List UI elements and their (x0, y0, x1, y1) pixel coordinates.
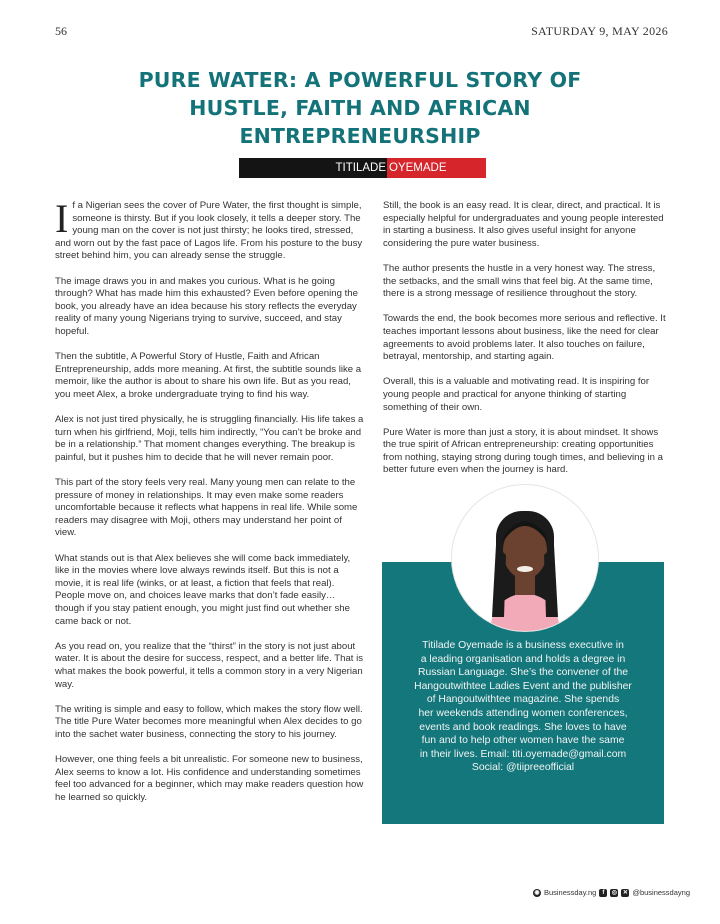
globe-icon: ◉ (534, 889, 540, 896)
author-photo (452, 485, 598, 631)
article-paragraph (55, 196, 365, 263)
facebook-icon: f (599, 889, 607, 897)
author-last-name: OYEMADE (387, 158, 486, 178)
paragraph-text: f a Nigerian sees the cover of Pure Water, the first thought is simple, someone is thirsty. But if you look closely, it tells a deeper story. The young man on the cover is not just thirsty; he looks tired, stressed, and worn out by the fast pace of Lagos life. From his posture to the busy street behind him, you can already sense the struggle. (55, 200, 363, 262)
page-date: SATURDAY 9, MAY 2026 (531, 24, 668, 38)
dropcap: I (55, 196, 69, 241)
article-title: PURE WATER: A POWERFUL STORY OF HUSTLE, FAITH AND AFRICAN ENTREPRENEURSHIP (138, 68, 582, 148)
footer-social (533, 888, 690, 897)
page-number: 56 (55, 24, 67, 38)
article-paragraph: Towards the end, the book becomes more serious and reflective. It teaches important lessons about business, like the need for clear agreements to avoid problems later. It also touches on failure, betrayal, mentorship, and starting again. (383, 313, 666, 363)
article-paragraph: As you read on, you realize that the “thirst” in the story is not just about water. It is about the desire for success, respect, and a better life. That is what makes the book powerful, it tells a common story in a very Nigerian way. (55, 640, 364, 690)
bio-line: her weekends attending women conferences, (418, 707, 628, 719)
article-paragraph: Alex is not just tired physically, he is struggling financially. His life takes a turn when his girlfriend, Moji, tells him indirectly, “You can’t be broke and be in a relationship.” That moment changes everything. The breakup is painful, but it pushes him to decide that he will never remain poor. (55, 414, 364, 463)
bio-line: Titilade Oyemade is a business executive in (422, 640, 624, 651)
article-paragraph: This part of the story feels very real. Many young men can relate to the pressure of money in relationships. It may even make some readers uncomfortable because it reflects what happens in real life. While some readers may disagree with Moji, others may understand her point of view. (55, 477, 358, 539)
bio-line: a leading organisation and holds a degree in (420, 653, 626, 665)
x-icon: ✕ (622, 889, 628, 896)
author-first-name: TITILADE (239, 158, 387, 178)
instagram-icon: ◎ (611, 889, 617, 896)
byline (239, 158, 486, 178)
bio-line: Russian Language. She’s the convener of the (417, 667, 629, 679)
article-paragraph: The author presents the hustle in a very honest way. The stress, the setbacks, and the small wins that feel big. At the same time, there is a strong message of resilience throughout the story. (383, 262, 656, 300)
article-paragraph: Then the subtitle, A Powerful Story of Hustle, Faith and African Entrepreneurship, adds more meaning. At first, the subtitle sounds like a memoir, like the author is about to share his own life. But as you read, you meet Alex, a broke undergraduate trying to find his way. (55, 351, 362, 400)
bio-line: fun and to help other women have the same (421, 735, 625, 747)
article-column-left (55, 196, 365, 817)
article-paragraph: Still, the book is an easy read. It is clear, direct, and practical. It is especially helpful for undergraduates and young people interested in starting a business. It also gives useful insight for anyone considering the pure water business. (383, 200, 664, 249)
bio-line: Hangoutwithtee Ladies Event and the publisher (414, 680, 632, 692)
footer-handle: @businessdayng (632, 888, 690, 897)
author-portrait-icon (452, 485, 598, 631)
bio-line: Social: @tiipreeofficial (471, 762, 575, 774)
author-bio-text (392, 639, 654, 775)
article-paragraph: The image draws you in and makes you curious. What is he going through? What has made him this exhausted? Even before opening the book, you already have an idea because his story reflects the everyday reality of many young Nigerians trying to survive, succeed, and stay hopeful. (55, 275, 358, 337)
article-column-right (383, 200, 666, 490)
article-paragraph: However, one thing feels a bit unrealistic. For someone new to business, Alex seems to know a lot. His confidence and understanding sometimes feel too advanced for a beginner, which may make readers question how he learned so quickly. (55, 754, 364, 803)
bio-line: events and book readings. She loves to have (419, 721, 627, 733)
article-paragraph: Pure Water is more than just a story, it is about mindset. It shows the true spirit of African entrepreneurship: creating opportunities from nothing, staying strong during tough times, and believing in a better future even when the journey is hard. (383, 426, 663, 476)
bio-line: of Hangoutwithtee magazine. She spends (426, 694, 620, 706)
article-paragraph: Overall, this is a valuable and motivating read. It is inspiring for young people and practical for anyone thinking of starting something of their own. (383, 376, 650, 413)
article-paragraph: The writing is simple and easy to follow, which makes the story flow well. The title Pure Water becomes more meaningful when Alex decides to go into the sachet water business, connecting the story to his journey. (55, 703, 363, 740)
article-paragraph: What stands out is that Alex believes she will come back immediately, like in the movies where love always rewinds itself. But this is not a movie, it is real life (winks, or at least, a fiction that feels that real). People move on, and choices leave marks that don’t fade easily… though if you stay patient enough, you might just find out whether she came back or not. (55, 552, 351, 627)
bio-line: in their lives. Email: titi.oyemade@gmail.com (419, 748, 627, 760)
footer-site: Businessday.ng (543, 888, 597, 897)
